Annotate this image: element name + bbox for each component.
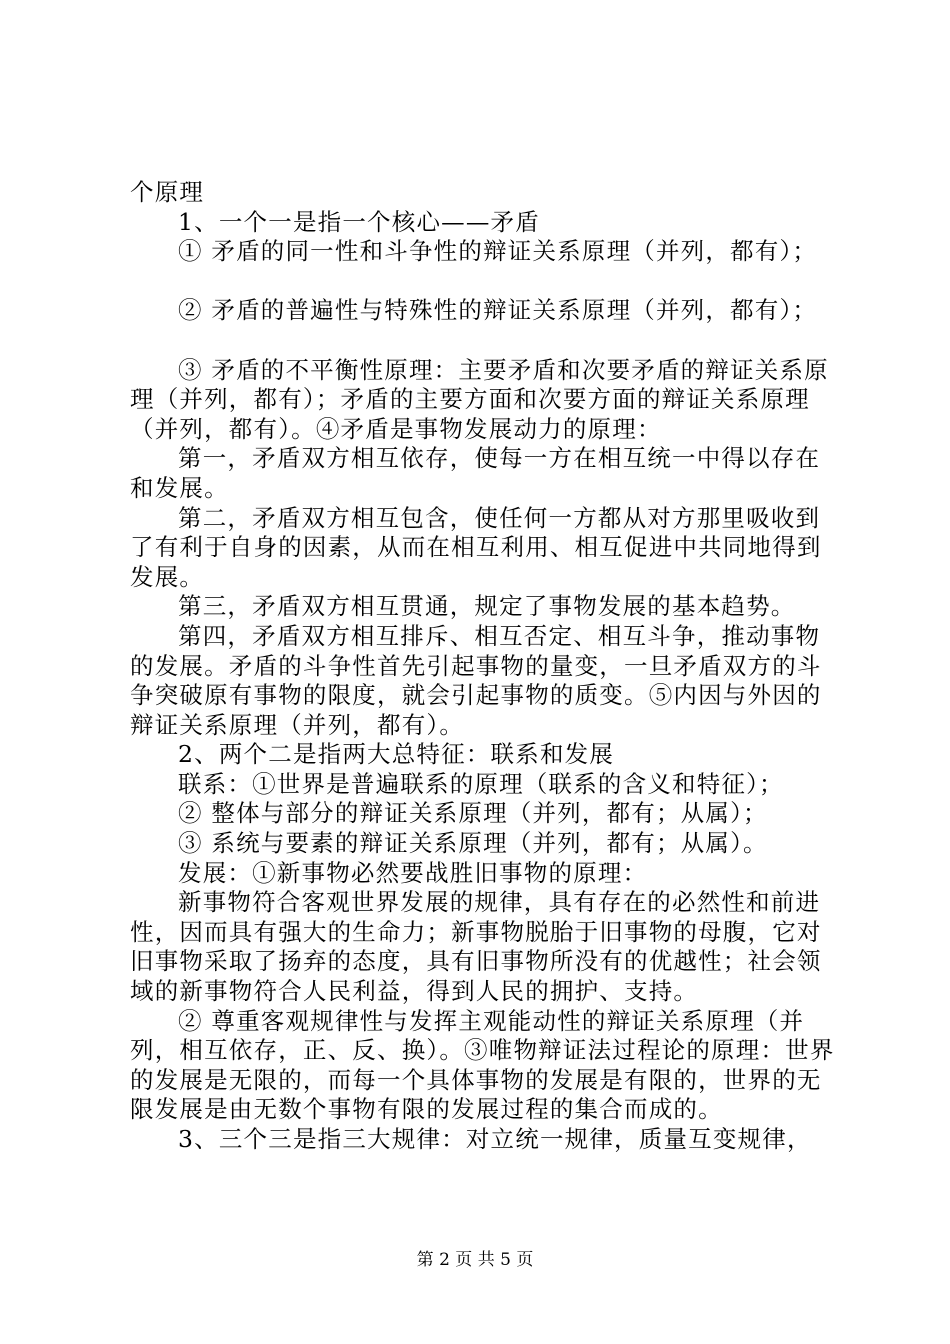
document-body: [130, 178, 842, 1155]
paragraph: 联系：①世界是普遍联系的原理（联系的含义和特征）；: [178, 769, 784, 798]
page-footer: [0, 1245, 950, 1270]
paragraph: 新事物符合客观世界发展的规律，具有存在的必然性和前进性，因而具有强大的生命力；新事物脱胎于旧事物的母腹，它对旧事物采取了扬弃的态度，具有旧事物所没有的优越性；社会领域的新事物符合人民利益，得到人民的拥护、支持。: [130, 888, 822, 1006]
paragraph: 个原理: [130, 178, 205, 206]
paragraph: 3、三个三是指三大规律：对立统一规律，质量互变规律，: [178, 1125, 812, 1153]
paragraph: 1、一个一是指一个核心——矛盾: [178, 207, 540, 236]
paragraph: 2、两个二是指两大总特征：联系和发展: [178, 740, 615, 769]
paragraph: ③ 系统与要素的辩证关系原理（并列，都有；从属）。: [178, 829, 768, 858]
paragraph: 发展：①新事物必然要战胜旧事物的原理：: [178, 858, 648, 887]
paragraph: ① 矛盾的同一性和斗争性的辩证关系原理（并列，都有）；: [178, 237, 818, 266]
paragraph: 第二，矛盾双方相互包含，使任何一方都从对方那里吸收到了有利于自身的因素，从而在相互利用、相互促进中共同地得到发展。: [130, 503, 822, 591]
page-number: 第 2 页 共 5 页: [416, 1250, 534, 1270]
paragraph: ② 矛盾的普遍性与特殊性的辩证关系原理（并列，都有）；: [178, 296, 818, 325]
paragraph: ② 尊重客观规律性与发挥主观能动性的辩证关系原理（并列，相互依存，正、反、换）。③唯物辩证法过程论的原理：世界的发展是无限的，而每一个具体事物的发展是有限的，世界的无限发展是由无数个事物有限的发展过程的集合而成的。: [130, 1006, 835, 1124]
paragraph: 第三，矛盾双方相互贯通，规定了事物发展的基本趋势。: [178, 592, 796, 621]
paragraph: 第一，矛盾双方相互依存，使每一方在相互统一中得以存在和发展。: [130, 444, 821, 502]
paragraph: ③ 矛盾的不平衡性原理：主要矛盾和次要矛盾的辩证关系原理（并列，都有）；矛盾的主要方面和次要方面的辩证关系原理（并列，都有）。④矛盾是事物发展动力的原理：: [130, 355, 829, 443]
paragraph: ② 整体与部分的辩证关系原理（并列，都有；从属）；: [178, 799, 768, 828]
paragraph: 第四，矛盾双方相互排斥、相互否定、相互斗争，推动事物的发展。矛盾的斗争性首先引起事物的量变，一旦矛盾双方的斗争突破原有事物的限度，就会引起事物的质变。⑤内因与外因的辩证关系原理（并列，都有）。: [130, 621, 822, 739]
